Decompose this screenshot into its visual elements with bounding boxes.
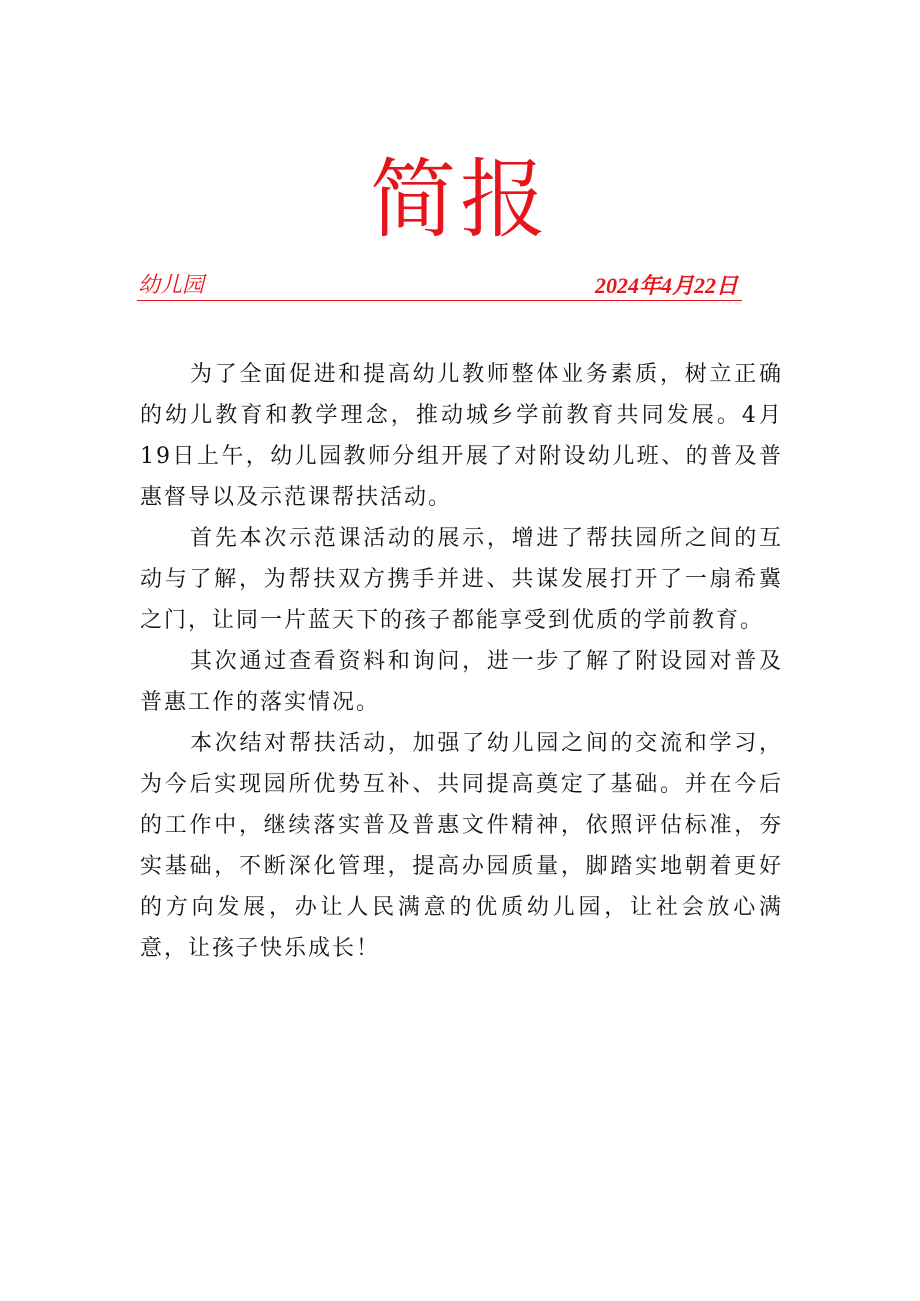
paragraph-2: 首先本次示范课活动的展示，增进了帮扶园所之间的互动与了解，为帮扶双方携手并进、共谋发展打开了一扇希冀之门，让同一片蓝天下的孩子都能享受到优质的学前教育。 bbox=[140, 526, 783, 633]
document-body bbox=[140, 354, 783, 969]
paragraph-3: 其次通过查看资料和询问，进一步了解了附设园对普及普惠工作的落实情况。 bbox=[140, 649, 783, 715]
paragraph-4: 本次结对帮扶活动，加强了幼儿园之间的交流和学习，为今后实现园所优势互补、共同提高奠定了基础。并在今后的工作中，继续落实普及普惠文件精神，依照评估标准，夯实基础，不断深化管理，提高办园质量，脚踏实地朝着更好的方向发展，办让人民满意的优质幼儿园，让社会放心满意，让孩子快乐成长！ bbox=[140, 731, 783, 961]
issue-date: 2024年4月22日 bbox=[594, 273, 738, 298]
paragraph-1: 为了全面促进和提高幼儿教师整体业务素质，树立正确的幼儿教育和教学理念，推动城乡学前教育共同发展。4月19日上午，幼儿园教师分组开展了对附设幼儿班、的普及普惠督导以及示范课帮扶活动。 bbox=[140, 362, 783, 510]
document-title: 简报 bbox=[370, 150, 550, 250]
organization-name: 幼儿园 bbox=[138, 273, 205, 298]
header-divider bbox=[137, 300, 742, 301]
